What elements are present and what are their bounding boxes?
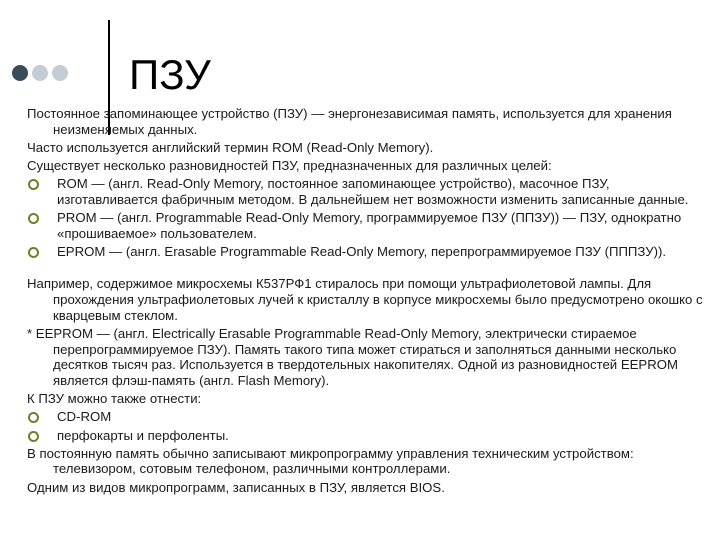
list-item-text: EPROM — (англ. Erasable Programmable Read-Only Memory, перепрограммируемое ПЗУ (ПППЗУ)).: [57, 244, 667, 260]
types-intro-paragraph: Существует несколько разновидностей ПЗУ, предназначенных для различных целей:: [27, 158, 552, 174]
spacer: [27, 262, 712, 276]
list-item: [27, 244, 712, 260]
bullet-icon: [28, 213, 39, 224]
firmware-paragraph: В постоянную память обычно записывают микропрограмму управления техническим устройством: телевизором, сотовым телефоном, различными контроллерами.: [27, 445, 634, 477]
bullet-icon: [28, 247, 39, 258]
bullet-icon: [28, 179, 39, 190]
rom-term-paragraph: Часто используется английский термин ROM (Read-Only Memory).: [27, 139, 434, 155]
list-item-text: PROM — (англ. Programmable Read-Only Memory, программируемое ПЗУ (ППЗУ)) — ПЗУ, однократно «прошиваемое» пользователем.: [57, 210, 682, 241]
bullet-icon: [28, 412, 39, 423]
dot-icon: [12, 65, 28, 81]
list-item: [27, 176, 712, 207]
list-item: [27, 210, 712, 241]
list-item-text: перфокарты и перфоленты.: [57, 427, 229, 443]
slide-title: ПЗУ: [129, 51, 211, 98]
example-paragraph: Например, содержимое микросхемы К537РФ1 стиралось при помощи ультрафиолетовой лампы. Для прохождения ультрафиолетовых лучей к кристаллу в корпусе микросхемы было предусмотрено окошко с кварцевым стеклом.: [27, 276, 703, 323]
slide-body: [27, 106, 712, 498]
list-item: [27, 409, 712, 425]
decorative-dots: [12, 65, 68, 81]
dot-icon: [52, 65, 68, 81]
list-item: [27, 428, 712, 444]
bullet-icon: [28, 431, 39, 442]
list-item-text: ROM — (англ. Read-Only Memory, постоянное запоминающее устройство), масочное ПЗУ, изготавливается фабричным методом. В дальнейшем нет возможности изменить записанные данные.: [57, 176, 689, 208]
also-intro-paragraph: К ПЗУ можно также отнести:: [27, 391, 202, 406]
bios-paragraph: Одним из видов микропрограмм, записанных в ПЗУ, является BIOS.: [27, 479, 445, 495]
eeprom-paragraph: * EEPROM — (англ. Electrically Erasable Programmable Read-Only Memory, электрически стираемое перепрограммируемое ПЗУ). Память такого типа может стираться и заполняться данными несколько десятков тысяч раз. Используется в твердотельных накопителях. Одной из разновидностей EEPROM является флэш-память (англ. Flash Memory).: [27, 325, 678, 388]
definition-paragraph: Постоянное запоминающее устройство (ПЗУ) — энергонезависимая память, используется для хранения неизменяемых данных.: [27, 106, 672, 137]
dot-icon: [32, 65, 48, 81]
list-item-text: CD-ROM: [57, 409, 112, 425]
